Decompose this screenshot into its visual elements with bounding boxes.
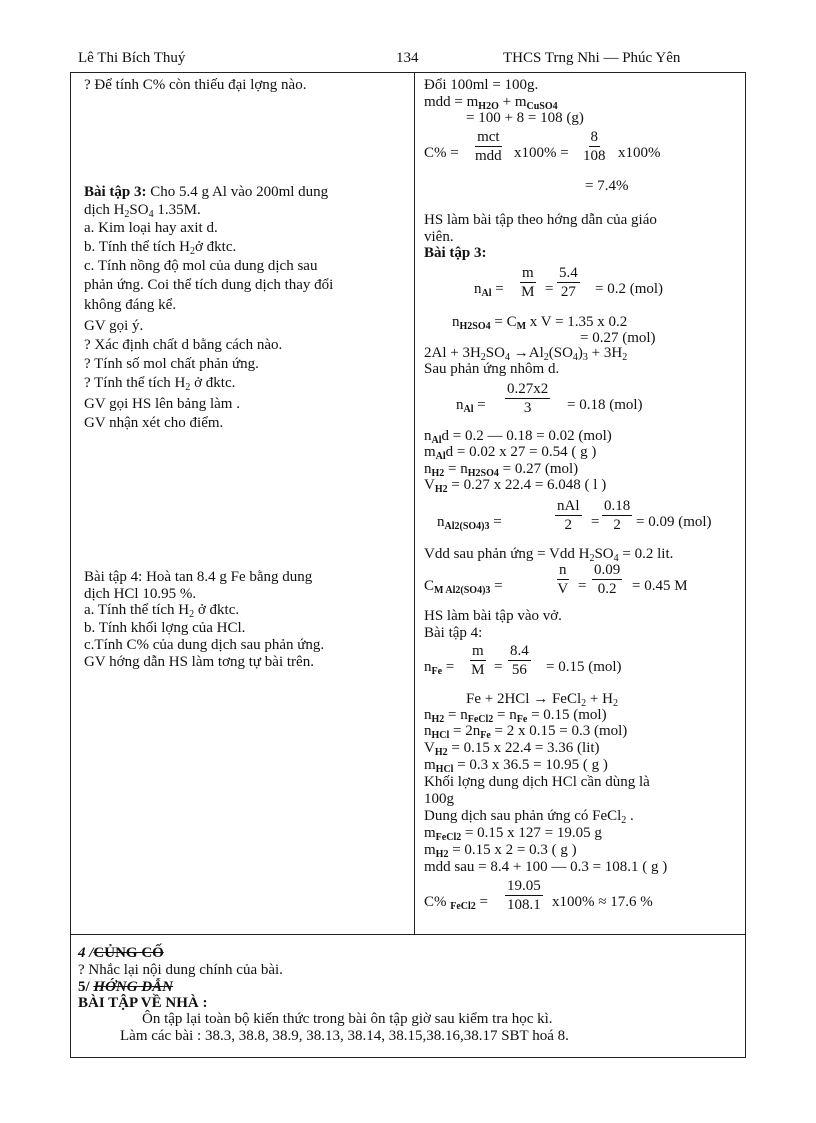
n-al-result: = 0.2 (mol) [595, 281, 664, 297]
equals-sign-3: = [578, 578, 587, 594]
c-percent-fecl2-label: C% $_{FeCl2}$ = [424, 894, 489, 912]
fraction-19-05-108-1: $\frac{19.05}{108.1}$ [507, 878, 541, 913]
v-h2: $V_{H2} = 0.27$ x 22.4 = 6.048 ( l ) [424, 477, 607, 495]
c-percent-mult-2: x100% [618, 145, 661, 161]
exercise-3-title: Bài tập 3: Cho 5.4 g Al vào 200ml dung [84, 184, 329, 200]
fraction-8-4-56: $\frac{8.4}{56}$ [510, 643, 529, 678]
reaction-2: Fe + 2HCl → FeCl$_2$ + $H_2$ [466, 691, 618, 709]
mdd-after: mdd sau = 8.4 + 100 — 0.3 = 108.1 ( g ) [424, 859, 668, 875]
solution-contains: Dung dịch sau phản ứng có FeCl$_2$ . [424, 808, 634, 826]
guide-question-3: ? Tính thể tích $H_2$ ở đktc. [84, 375, 236, 393]
c-percent-result: = 7.4% [585, 178, 629, 194]
exercise-4-guide: GV hớng dẫn HS làm tơng tự bài trên. [84, 654, 314, 670]
m-h2-fe: $m_{H2} = 0.15$ x 2 = 0.3 ( g ) [424, 842, 577, 860]
n-al2so43-result: = 0.09 (mol) [636, 514, 712, 530]
teacher-call: GV gọi HS lên bảng làm . [84, 396, 240, 412]
fraction-nal-2: nAl 2 [557, 498, 580, 533]
student-homework-note: HS làm bài tập vào vở. [424, 608, 562, 624]
reaction-1: $2Al + 3H_2SO_4 \to Al_2(SO_4)_3 + 3H_2$ [424, 345, 628, 363]
fraction-0-18-2: $\frac{0.18}{2}$ [604, 498, 631, 533]
n-al-2-result: = 0.18 (mol) [567, 397, 643, 413]
guide-question-1: ? Xác định chất d bằng cách nào. [84, 337, 283, 353]
n-hcl: $n_{HCl} = 2n_{Fe} = 2$ x 0.15 = 0.3 (mol) [424, 723, 628, 741]
exercise-3-part-c-3: không đáng kể. [84, 297, 177, 313]
exercise-4-part-c: c.Tính C% của dung dịch sau phản ứng. [84, 637, 325, 653]
fraction-5-4-27: $\frac{5.4}{27}$ [559, 265, 578, 300]
section-divider [70, 934, 746, 935]
v-h2-fe: $V_{H2} = 0.15$ x 22.4 = 3.36 (lit) [424, 740, 600, 758]
solution-3-title: Bài tập 3: [424, 245, 487, 261]
teacher-grade: GV nhận xét cho điểm. [84, 415, 224, 431]
homework-heading: BÀI TẬP VỀ NHÀ : [78, 995, 208, 1011]
n-h2: $n_{H2} = n_{H2SO4} = 0.27$ (mol) [424, 461, 579, 479]
fraction-m-M: $\frac{m}{M}$ [521, 265, 535, 300]
c-percent-label: C% = [424, 145, 459, 161]
c-percent-fecl2-result: x100% ≈ 17.6 % [552, 894, 653, 910]
equals-sign-4: = [494, 659, 503, 675]
header-school: THCS Trng Nhi — Phúc Yên [503, 50, 681, 66]
homework-line-1: Ôn tập lại toàn bộ kiến thức trong bài ôn tập giờ sau kiểm tra học kì. [142, 1011, 553, 1027]
cm-result: = 0.45 M [632, 578, 688, 594]
exercise-4-line2: dịch HCl 10.95 %. [84, 586, 197, 602]
n-al2so43-label: $n_{Al2(SO4)3}$ = [437, 514, 502, 532]
fraction-0-09-0-2: $\frac{0.09}{0.2}$ [594, 562, 621, 597]
m-fecl2: $m_{FeCl2} = 0.15$ x 127 = 19.05 g [424, 825, 602, 843]
exercise-4-line1: Bài tập 4: Hoà tan 8.4 g Fe bằng dung [84, 569, 313, 585]
hcl-solution-mass: Khối lợng dung dịch HCl cần dùng là [424, 774, 650, 790]
n-h2-fe: $n_{H2} = n_{FeCl2} = n_{Fe} = 0.15$ (mol) [424, 707, 607, 725]
n-al-excess: $n_{Al}d = 0.2$ — 0.18 = 0.02 (mol) [424, 428, 612, 446]
vdd-after-reaction: Vdd sau phản ứng = Vdd $H_2SO_4 = 0.2$ lit. [424, 546, 674, 564]
header-author: Lê Thi Bích Thuý [78, 50, 186, 66]
n-al-2-label: $n_{Al}$ = [456, 397, 486, 415]
solution-4-title: Bài tập 4: [424, 625, 483, 641]
column-divider [414, 72, 415, 934]
n-fe-result: = 0.15 (mol) [546, 659, 622, 675]
student-instruction: HS làm bài tập theo hớng dẫn của giáo [424, 212, 657, 228]
m-al-excess: $m_{Al}d = 0.02$ x 27 = 0.54 ( g ) [424, 444, 597, 462]
exercise-3-line2: dịch $H_2SO_4$ 1.35M. [84, 202, 201, 220]
m-hcl: $m_{HCl} = 0.3$ x 36.5 = 10.95 ( g ) [424, 757, 608, 775]
fraction-mct-mdd: mct mdd [475, 129, 502, 164]
fraction-n-V: $\frac{n}{V}$ [557, 562, 569, 597]
fraction-m-M-2: $\frac{m}{M}$ [471, 643, 485, 678]
section-4-heading: 4 /CỦNG CỐ [78, 945, 164, 961]
n-h2so4-line: $n_{H2SO4} = C_M$ x V = 1.35 x 0.2 [452, 314, 628, 332]
exercise-3-part-c-2: phản ứng. Coi thể tích dung dịch thay đổi [84, 277, 334, 293]
review-question: ? Nhắc lại nội dung chính của bài. [78, 962, 283, 978]
n-fe-label: $n_{Fe}$ = [424, 659, 455, 677]
convert-volume: Đổi 100ml = 100g. [424, 77, 539, 93]
equals-sign-2: = [591, 514, 600, 530]
guide-question-2: ? Tính số mol chất phản ứng. [84, 356, 259, 372]
header-page-number: 134 [396, 50, 419, 66]
exercise-3-part-b: b. Tính thể tích $H_2ở$ đktc. [84, 239, 237, 257]
section-5-heading: 5/ HỚNG DẪN [78, 979, 174, 995]
question-missing-quantity: ? Để tính C% còn thiếu đại lợng nào. [84, 77, 307, 93]
hcl-solution-mass-2: 100g [424, 791, 454, 807]
fraction-0-27x2-3: $\frac{0.27x2}{3}$ [507, 381, 549, 416]
equals-sign: = [545, 281, 554, 297]
mdd-result: = 100 + 8 = 108 (g) [466, 110, 584, 126]
fraction-8-108: $\frac{8}{108}$ [583, 129, 606, 164]
exercise-3-part-a: a. Kim loại hay axit d. [84, 220, 218, 236]
al-excess-note: Sau phản ứng nhôm d. [424, 361, 560, 377]
exercise-3-part-c-1: c. Tính nồng độ mol của dung dịch sau [84, 258, 318, 274]
teacher-hint: GV gọi ý. [84, 318, 144, 334]
n-h2so4-result: = 0.27 (mol) [580, 330, 656, 346]
homework-line-2: Làm các bài : 38.3, 38.8, 38.9, 38.13, 38.14, 38.15,38.16,38.17 SBT hoá 8. [120, 1028, 569, 1044]
c-percent-mult: x100% = [514, 145, 569, 161]
cm-label: $C_{M Al2(SO4)3}$ = [424, 578, 503, 596]
exercise-4-part-b: b. Tính khối lợng của HCl. [84, 620, 246, 636]
student-instruction-2: viên. [424, 229, 454, 245]
n-al-label: $n_{Al}$ = [474, 281, 504, 299]
mdd-formula: mdd = $m_{H2O} + m_{CuSO4}$ [424, 94, 558, 112]
exercise-4-part-a: a. Tính thể tích $H_2$ ở đktc. [84, 602, 240, 620]
